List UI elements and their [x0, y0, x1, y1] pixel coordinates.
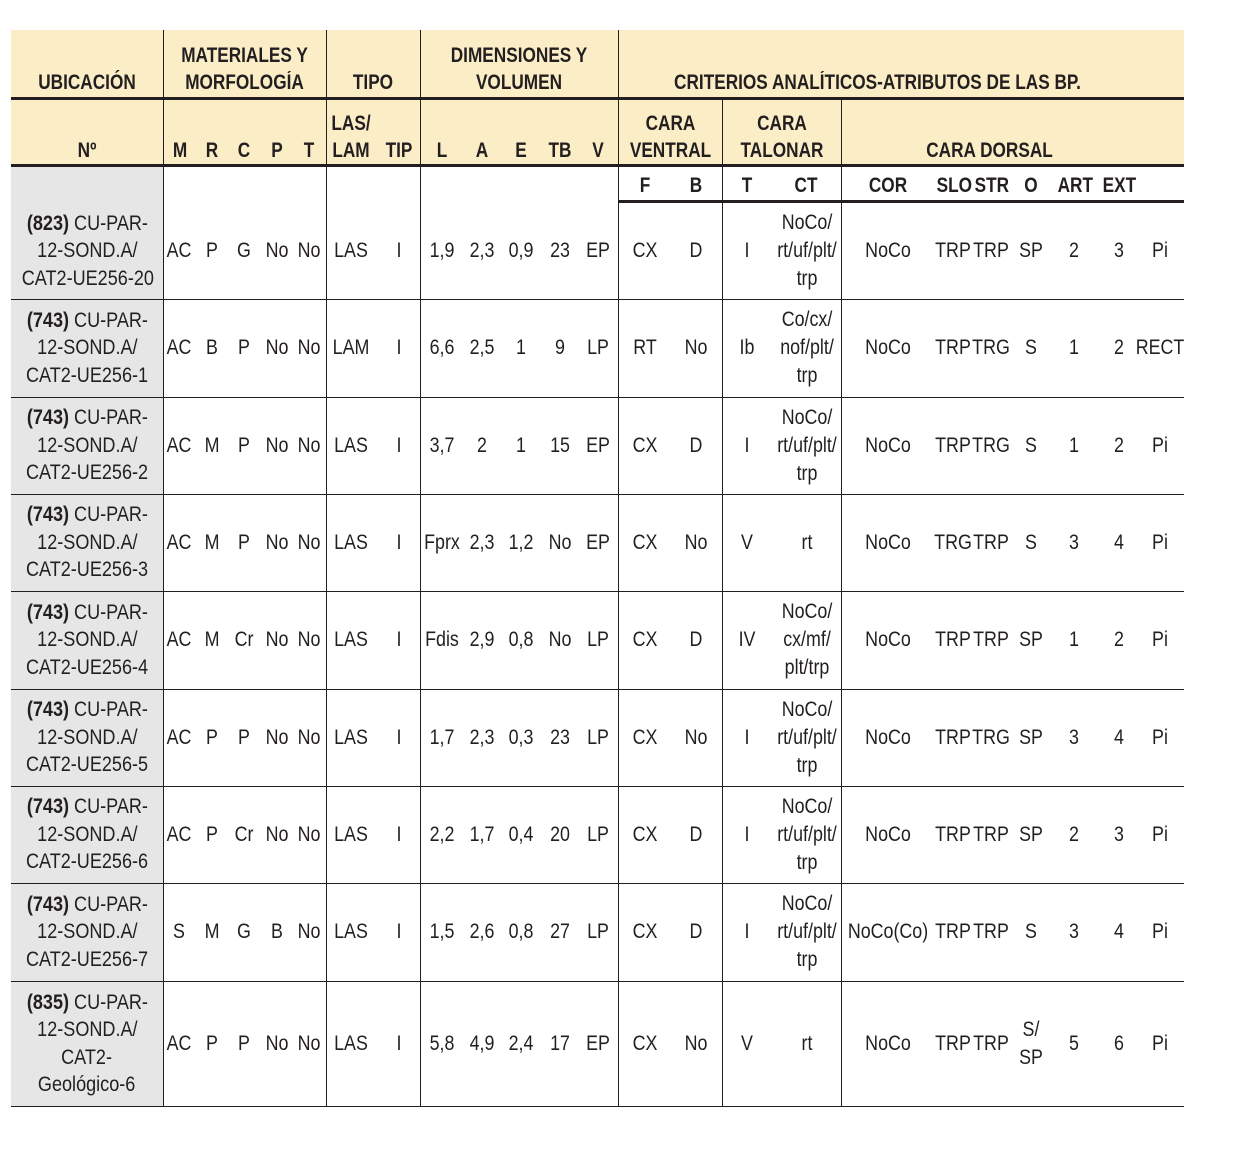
cell-ct: NoCo/ rt/uf/plt/ trp: [777, 405, 837, 485]
cell-art: 5: [1069, 1031, 1079, 1055]
header-cor: COR: [868, 174, 908, 197]
cell-b: D: [689, 433, 703, 457]
header-tipo: TIPO: [352, 71, 394, 94]
cell-l: 5,8: [429, 1031, 455, 1055]
cell-b: D: [689, 628, 703, 651]
header-cara-dorsal: CARA DORSAL: [926, 139, 1053, 162]
cell-ubicacion: (743) CU-PAR- 12-SOND.A/ CAT2-UE256-3: [25, 503, 149, 582]
col-divider: [420, 30, 421, 1106]
cell-tt: I: [744, 725, 750, 749]
cell-t: No: [297, 530, 321, 554]
cell-b: No: [684, 1031, 708, 1055]
cell-l: Fdis: [425, 628, 459, 651]
cell-e: 1: [516, 336, 526, 359]
cell-slo: TRP: [935, 822, 971, 846]
cell-v: EP: [586, 239, 610, 262]
cell-slo: TRP: [935, 433, 971, 457]
cell-slo: TRP: [935, 239, 971, 262]
cell-p: No: [265, 725, 289, 749]
cell-p: No: [265, 1031, 289, 1055]
cell-r: M: [204, 530, 220, 554]
cell-last: RECT: [1135, 336, 1185, 359]
cell-ext: 3: [1114, 239, 1124, 262]
cell-a: 4,9: [469, 1031, 495, 1055]
cell-c: P: [238, 725, 250, 749]
cell-str: TRG: [972, 336, 1010, 359]
row-separator: [11, 591, 1184, 592]
cell-tip: I: [396, 336, 402, 359]
cell-f: CX: [632, 628, 658, 651]
cell-m: S: [173, 920, 185, 943]
header-art: ART: [1057, 174, 1094, 197]
row-separator: [11, 786, 1184, 787]
cell-v: EP: [586, 433, 610, 457]
cell-tt: I: [744, 433, 750, 457]
cell-ext: 4: [1114, 920, 1124, 943]
cell-art: 2: [1069, 239, 1079, 262]
col-divider: [722, 100, 723, 1106]
cell-f: CX: [632, 920, 658, 943]
cell-tb: 15: [550, 433, 570, 457]
cell-last: Pi: [1152, 433, 1168, 457]
cell-las: LAS: [334, 628, 368, 651]
cell-v: LP: [587, 336, 609, 359]
cell-p: B: [271, 920, 283, 943]
header-c: C: [237, 139, 251, 162]
header-dimensiones-l2: VOLUMEN: [475, 71, 563, 94]
cell-l: 1,7: [429, 725, 455, 749]
header-t2: T: [741, 174, 753, 197]
row-separator: [11, 299, 1184, 300]
cell-l: 3,7: [429, 433, 455, 457]
cell-f: CX: [632, 1031, 658, 1055]
cell-o: SP: [1019, 239, 1043, 262]
cell-a: 2,3: [469, 725, 495, 749]
cell-ct: NoCo/ rt/uf/plt/ trp: [777, 697, 837, 777]
cell-r: B: [206, 336, 218, 359]
header-tip: TIP: [385, 139, 413, 162]
cell-a: 2,3: [469, 530, 495, 554]
cell-last: Pi: [1152, 822, 1168, 846]
cell-v: LP: [587, 822, 609, 846]
header-slo: SLO: [936, 174, 973, 197]
cell-art: 3: [1069, 725, 1079, 749]
cell-t: No: [297, 725, 321, 749]
header-materiales-l2: MORFOLOGÍA: [185, 71, 304, 94]
cell-las: LAS: [334, 530, 368, 554]
cell-e: 0,8: [508, 920, 534, 943]
cell-las: LAS: [334, 725, 368, 749]
col-divider: [163, 30, 164, 1106]
header-ubicacion: UBICACIÓN: [38, 71, 136, 94]
cell-ubicacion: (743) CU-PAR- 12-SOND.A/ CAT2-UE256-5: [25, 698, 149, 777]
cell-las: LAS: [334, 433, 368, 457]
cell-art: 3: [1069, 920, 1079, 943]
cell-r: P: [206, 1031, 218, 1055]
cell-art: 1: [1069, 336, 1079, 359]
cell-las: LAS: [334, 822, 368, 846]
cell-l: 1,5: [429, 920, 455, 943]
cell-tt: V: [741, 530, 753, 554]
cell-tb: 23: [550, 725, 570, 749]
cell-tb: No: [548, 530, 572, 554]
cell-l: 6,6: [429, 336, 455, 359]
header-rule-2: [11, 164, 1184, 167]
header-e: E: [515, 139, 527, 162]
cell-o: SP: [1019, 628, 1043, 651]
cell-v: EP: [586, 1031, 610, 1055]
cell-tb: No: [548, 628, 572, 651]
cell-art: 1: [1069, 433, 1079, 457]
row-separator: [11, 689, 1184, 690]
row-separator: [11, 1106, 1184, 1107]
cell-p: No: [265, 822, 289, 846]
cell-str: TRG: [972, 725, 1010, 749]
cell-tip: I: [396, 628, 402, 651]
cell-tb: 23: [550, 239, 570, 262]
cell-o: S/ SP: [1019, 1017, 1043, 1069]
header-las-lam-l2: LAM: [332, 139, 370, 162]
cell-cor: NoCo: [865, 530, 911, 554]
cell-slo: TRP: [935, 725, 971, 749]
cell-m: AC: [166, 725, 192, 749]
cell-v: LP: [587, 920, 609, 943]
cell-las: LAS: [334, 1031, 368, 1055]
cell-art: 1: [1069, 628, 1079, 651]
cell-tt: IV: [738, 628, 756, 651]
header-no: Nº: [77, 139, 97, 162]
cell-ext: 6: [1114, 1031, 1124, 1055]
header-p: P: [271, 139, 283, 162]
cell-slo: TRP: [935, 1031, 971, 1055]
col-divider: [618, 30, 619, 1106]
cell-c: Cr: [234, 628, 254, 651]
header-v: V: [592, 139, 604, 162]
cell-str: TRG: [972, 433, 1010, 457]
cell-f: CX: [632, 822, 658, 846]
cell-slo: TRP: [935, 628, 971, 651]
header-str: STR: [974, 174, 1010, 197]
cell-cor: NoCo: [865, 628, 911, 651]
cell-v: LP: [587, 725, 609, 749]
row-separator: [11, 397, 1184, 398]
header-o: O: [1024, 174, 1038, 197]
header-cara-talonar-l2: TALONAR: [740, 139, 824, 162]
cell-str: TRP: [973, 1031, 1009, 1055]
cell-b: No: [684, 336, 708, 359]
cell-l: 2,2: [429, 822, 455, 846]
cell-t: No: [297, 336, 321, 359]
cell-p: No: [265, 336, 289, 359]
cell-ext: 2: [1114, 336, 1124, 359]
cell-m: AC: [166, 1031, 192, 1055]
cell-ct: rt: [801, 530, 813, 554]
cell-ext: 2: [1114, 628, 1124, 651]
cell-cor: NoCo(Co): [847, 920, 929, 943]
cell-e: 0,3: [508, 725, 534, 749]
cell-tt: Ib: [739, 336, 755, 359]
header-materiales-l1: MATERIALES Y: [181, 44, 308, 67]
header-ct: CT: [794, 174, 818, 197]
cell-b: D: [689, 239, 703, 262]
cell-tt: I: [744, 239, 750, 262]
header-cara-ventral-l1: CARA: [645, 112, 696, 135]
cell-last: Pi: [1152, 1031, 1168, 1055]
cell-b: D: [689, 920, 703, 943]
cell-tt: V: [741, 1031, 753, 1055]
cell-e: 1: [516, 433, 526, 457]
cell-tt: I: [744, 822, 750, 846]
cell-tip: I: [396, 239, 402, 262]
cell-a: 2: [477, 433, 487, 457]
cell-r: M: [204, 920, 220, 943]
cell-ext: 4: [1114, 530, 1124, 554]
cell-last: Pi: [1152, 530, 1168, 554]
header-rule-1: [11, 97, 1184, 100]
cell-str: TRP: [973, 530, 1009, 554]
cell-m: AC: [166, 628, 192, 651]
cell-las: LAS: [334, 239, 368, 262]
header-criterios: CRITERIOS ANALÍTICOS-ATRIBUTOS DE LAS BP.: [674, 71, 1081, 94]
cell-t: No: [297, 239, 321, 262]
cell-o: S: [1025, 920, 1037, 943]
cell-r: M: [204, 628, 220, 651]
cell-ubicacion: (743) CU-PAR- 12-SOND.A/ CAT2-UE256-1: [25, 308, 149, 387]
cell-last: Pi: [1152, 920, 1168, 943]
cell-last: Pi: [1152, 628, 1168, 651]
cell-ct: NoCo/ cx/mf/ plt/trp: [781, 600, 833, 679]
header-r: R: [205, 139, 219, 162]
cell-ct: NoCo/ rt/uf/plt/ trp: [777, 892, 837, 971]
cell-tb: 17: [550, 1031, 570, 1055]
cell-ct: rt: [801, 1031, 813, 1055]
cell-r: P: [206, 822, 218, 846]
header-cara-talonar-l1: CARA: [757, 112, 807, 135]
cell-ubicacion: (823) CU-PAR- 12-SOND.A/ CAT2-UE256-20: [21, 211, 154, 290]
cell-cor: NoCo: [865, 725, 911, 749]
cell-tip: I: [396, 920, 402, 943]
cell-f: CX: [632, 530, 658, 554]
cell-ubicacion: (743) CU-PAR- 12-SOND.A/ CAT2-UE256-6: [25, 795, 149, 874]
cell-r: P: [206, 725, 218, 749]
cell-m: AC: [166, 530, 192, 554]
cell-c: Cr: [234, 822, 254, 846]
cell-cor: NoCo: [865, 239, 911, 262]
cell-t: No: [297, 1031, 321, 1055]
cell-slo: TRG: [934, 530, 972, 554]
cell-tb: 27: [550, 920, 570, 943]
cell-r: P: [206, 239, 218, 262]
cell-cor: NoCo: [865, 1031, 911, 1055]
cell-slo: TRP: [935, 336, 971, 359]
cell-tip: I: [396, 822, 402, 846]
cell-str: TRP: [973, 628, 1009, 651]
cell-c: G: [237, 920, 251, 943]
cell-last: Pi: [1152, 239, 1168, 262]
cell-c: P: [238, 1031, 250, 1055]
cell-tip: I: [396, 433, 402, 457]
cell-cor: NoCo: [865, 822, 911, 846]
cell-ct: NoCo/ rt/uf/plt/ trp: [777, 211, 837, 290]
cell-a: 2,5: [469, 336, 495, 359]
cell-art: 2: [1069, 822, 1079, 846]
header-t: T: [303, 139, 315, 162]
cell-e: 1,2: [508, 530, 534, 554]
cell-slo: TRP: [935, 920, 971, 943]
cell-tb: 9: [555, 336, 565, 359]
cell-ext: 2: [1114, 433, 1124, 457]
cell-ct: NoCo/ rt/uf/plt/ trp: [777, 794, 837, 874]
cell-b: No: [684, 725, 708, 749]
cell-l: Fprx: [424, 530, 460, 554]
cell-a: 2,6: [469, 920, 495, 943]
cell-str: TRP: [973, 822, 1009, 846]
cell-a: 2,3: [469, 239, 495, 262]
header-cara-ventral-l2: VENTRAL: [629, 139, 712, 162]
cell-p: No: [265, 530, 289, 554]
col-divider: [326, 30, 327, 1106]
cell-ubicacion: (743) CU-PAR- 12-SOND.A/ CAT2-UE256-7: [25, 892, 149, 971]
cell-tt: I: [744, 920, 750, 943]
cell-b: D: [689, 822, 703, 846]
cell-o: SP: [1019, 725, 1043, 749]
cell-ubicacion: (743) CU-PAR- 12-SOND.A/ CAT2-UE256-4: [25, 600, 149, 679]
cell-o: S: [1025, 433, 1037, 457]
cell-c: P: [238, 433, 250, 457]
cell-ext: 3: [1114, 822, 1124, 846]
cell-ubicacion: (743) CU-PAR- 12-SOND.A/ CAT2-UE256-2: [25, 406, 149, 485]
cell-ubicacion: (835) CU-PAR- 12-SOND.A/ CAT2- Geológico-6: [26, 990, 148, 1096]
col-divider: [841, 100, 842, 1106]
cell-f: CX: [632, 433, 658, 457]
cell-art: 3: [1069, 530, 1079, 554]
cell-o: S: [1025, 336, 1037, 359]
cell-t: No: [297, 920, 321, 943]
cell-c: G: [237, 239, 251, 262]
header-ext: EXT: [1102, 174, 1137, 197]
cell-f: CX: [632, 725, 658, 749]
cell-m: AC: [166, 239, 192, 262]
cell-e: 0,8: [508, 628, 534, 651]
cell-p: No: [265, 628, 289, 651]
header-l: L: [436, 139, 448, 162]
cell-cor: NoCo: [865, 336, 911, 359]
cell-ext: 4: [1114, 725, 1124, 749]
header-m: M: [172, 139, 188, 162]
cell-t: No: [297, 822, 321, 846]
cell-f: CX: [632, 239, 658, 262]
cell-c: P: [238, 530, 250, 554]
cell-e: 2,4: [508, 1031, 534, 1055]
header-las-lam-l1: LAS/: [331, 112, 371, 135]
cell-las: LAS: [334, 920, 368, 943]
cell-tip: I: [396, 530, 402, 554]
cell-a: 1,7: [469, 822, 495, 846]
cell-v: LP: [587, 628, 609, 651]
cell-o: S: [1025, 530, 1037, 554]
header-b: B: [689, 174, 703, 197]
cell-tb: 20: [550, 822, 570, 846]
cell-p: No: [265, 433, 289, 457]
cell-e: 0,4: [508, 822, 534, 846]
header-tb: TB: [548, 139, 572, 162]
row-separator: [11, 494, 1184, 495]
header-a: A: [475, 139, 489, 162]
subheader-rule: [619, 200, 1184, 203]
cell-t: No: [297, 433, 321, 457]
cell-v: EP: [586, 530, 610, 554]
cell-p: No: [265, 239, 289, 262]
cell-m: AC: [166, 336, 192, 359]
cell-a: 2,9: [469, 628, 495, 651]
cell-r: M: [204, 433, 220, 457]
cell-tip: I: [396, 725, 402, 749]
cell-f: RT: [633, 336, 657, 359]
cell-b: No: [684, 530, 708, 554]
cell-tip: I: [396, 1031, 402, 1055]
cell-m: AC: [166, 822, 192, 846]
row-separator: [11, 883, 1184, 884]
cell-str: TRP: [973, 239, 1009, 262]
header-f: F: [639, 174, 651, 197]
cell-c: P: [238, 336, 250, 359]
cell-ct: Co/cx/ nof/plt/ trp: [780, 308, 834, 387]
header-dimensiones-l1: DIMENSIONES Y: [450, 44, 588, 67]
cell-cor: NoCo: [865, 433, 911, 457]
cell-t: No: [297, 628, 321, 651]
cell-o: SP: [1019, 822, 1043, 846]
cell-str: TRP: [973, 920, 1009, 943]
cell-las: LAM: [332, 336, 370, 359]
row-separator: [11, 981, 1184, 982]
cell-last: Pi: [1152, 725, 1168, 749]
cell-l: 1,9: [429, 239, 455, 262]
cell-m: AC: [166, 433, 192, 457]
cell-e: 0,9: [508, 239, 534, 262]
